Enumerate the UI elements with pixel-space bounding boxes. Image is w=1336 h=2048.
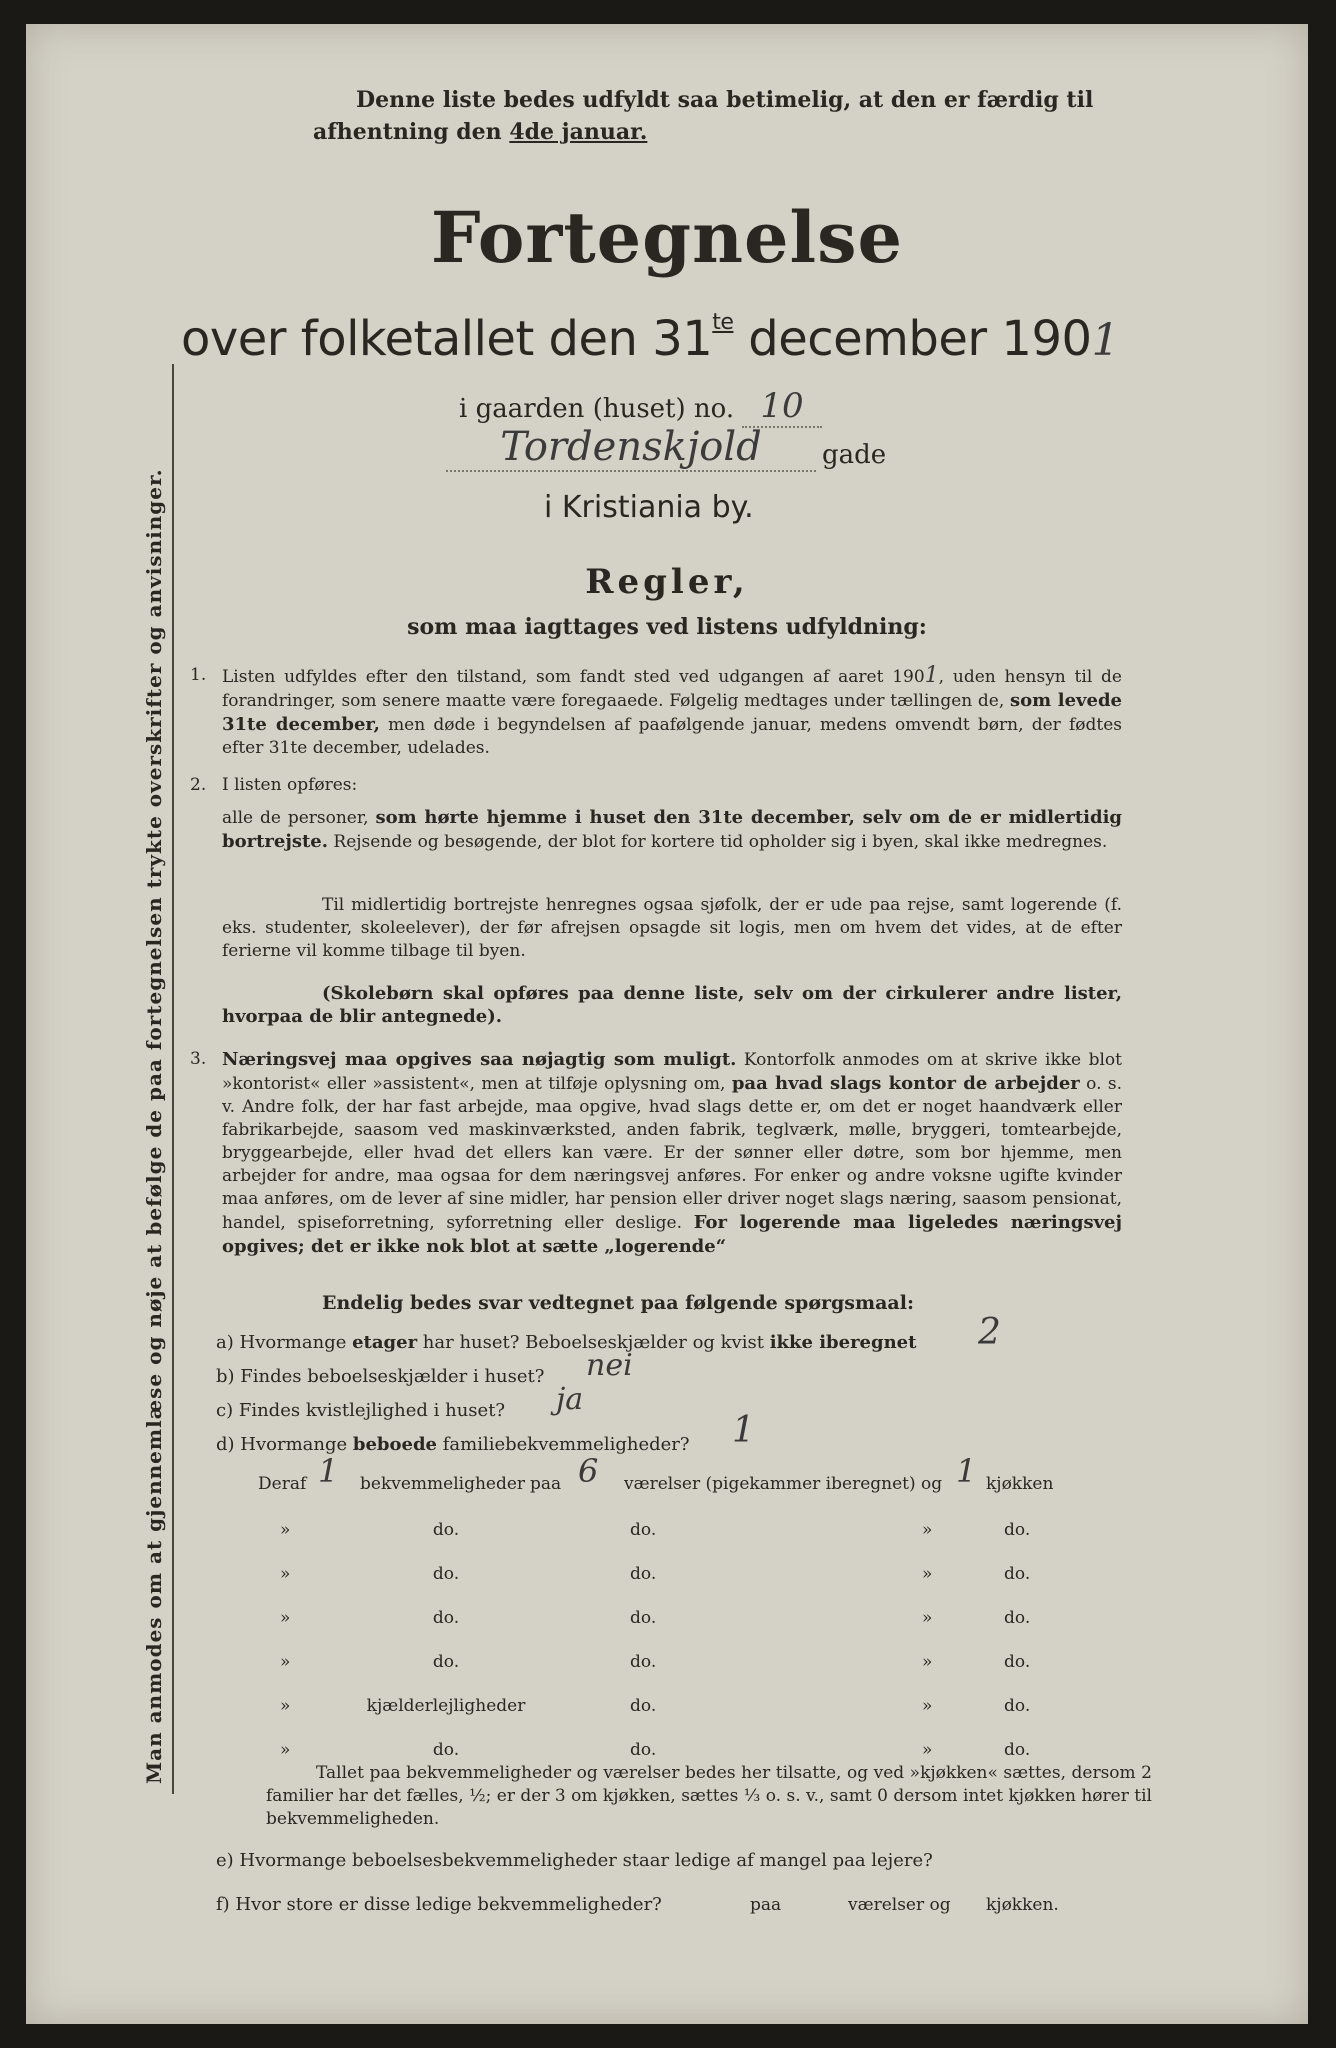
rule-1-part-b: , uden hensyn til de forandringer, som senere maatte være foregaaede. Følgelig medtages under tællingen de,: [222, 667, 1122, 711]
gade-label: gade: [822, 440, 887, 470]
ditto-cell-c: »: [922, 1608, 933, 1628]
house-number: 10: [742, 386, 821, 428]
rule-1-part-a: Listen udfyldes efter den tilstand, som fandt sted ved udgangen af aaret 190: [222, 667, 925, 687]
ditto-cell-a: do.: [432, 1608, 460, 1628]
subtitle-suffix: december 190: [748, 311, 1092, 367]
census-form: [26, 24, 1308, 2024]
ditto-cell-d: do.: [1004, 1608, 1031, 1628]
rule-3-bold-3: For logerende maa ligeledes næringsvej opgives; det er ikke nok blot at sætte „logerende“: [222, 1212, 1123, 1257]
rule-1-part-c: men døde i begyndelsen af paafølgende januar, medens omvendt børn, der fødtes efter 31te december, udelades.: [222, 715, 1122, 758]
deraf-bekv: bekvemmeligheder: [360, 1474, 526, 1494]
answer-d: 1: [732, 1410, 755, 1451]
subtitle-year-hand: 1: [1091, 315, 1120, 366]
rule-3-part-b: o. s. v. Andre folk, der har fast arbejde, maa opgive, hvad slags dette er, om det er noget haandværk eller fabrikarbejde, saasom ved maskinværksted, anden fabrik, teglværk, mølle, bryggeri, tomtearbejde, bryggearbejde, eller hvad det ellers kan være. Er der sønner eller døtre, som bor hjemme, men arbejder for andre, maa ogsaa for dem næringsvej anføres. For enker og andre voksne ugifte kvinder maa anføres, om de lever af sine midler, har pension eller driver noget slags næring, saasom pensionat, handel, spiseforretning, syforretning eller deslige.: [222, 1074, 1123, 1233]
question-c-label: c): [216, 1400, 234, 1421]
ditto-cell-d: do.: [1004, 1564, 1031, 1584]
rule-2-number: 2.: [190, 775, 207, 795]
deraf-label: Deraf: [258, 1474, 307, 1494]
ditto-cell-a: do.: [432, 1520, 460, 1540]
deraf-paa: paa: [530, 1474, 562, 1494]
rule-3-text: [222, 1048, 1122, 1259]
deraf-vaerelser: værelser (pigekammer iberegnet) og: [624, 1474, 943, 1494]
question-f-vaerelser: værelser og: [848, 1895, 951, 1915]
ditto-cell-a: kjælderlejligheder: [366, 1696, 526, 1716]
question-a-bold-1: etager: [352, 1332, 418, 1353]
question-e: [216, 1850, 933, 1871]
city-line: i Kristiania by.: [544, 490, 754, 525]
rule-3-number: 3.: [190, 1049, 207, 1069]
question-d-bold: beboede: [352, 1434, 438, 1455]
ditto-cell-b: do.: [630, 1696, 657, 1716]
rule-2-intro: I listen opføres:: [222, 775, 358, 795]
ditto-cell-d: do.: [1004, 1520, 1031, 1540]
question-b-text: Findes beboelseskjælder i huset?: [240, 1366, 545, 1387]
question-f-paa: paa: [750, 1895, 782, 1915]
rule-1-bold: som levede 31te december,: [222, 690, 1122, 735]
rule-2-bold: som hørte hjemme i huset den 31te december, selv om de er midlertidig bortrejste.: [222, 807, 1123, 852]
deraf-kjokken: kjøkken: [986, 1474, 1054, 1494]
question-d: [216, 1434, 690, 1455]
question-a-text-2: har huset? Beboelseskjælder og kvist: [422, 1332, 764, 1353]
rule-2-para-1: [222, 806, 1122, 854]
ditto-cell-c: »: [922, 1652, 933, 1672]
gaard-line: [459, 386, 822, 426]
question-f-text: Hvor store er disse ledige bekvemmeligheder?: [235, 1894, 662, 1915]
side-note: Man anmodes om at gjennemlæse og nøje at befølge de paa fortegnelsen trykte overskrifter og anvisninger.: [142, 468, 166, 1784]
rule-1-text: [222, 664, 1122, 760]
rules-subheading: som maa iagttages ved listens udfyldning:: [407, 614, 927, 640]
ditto-cell-b: do.: [630, 1652, 657, 1672]
notice-date: 4de januar.: [509, 119, 648, 145]
notice-prefix: afhentning den: [313, 119, 502, 145]
answer-b: nei: [586, 1348, 633, 1383]
ditto-cell-c: »: [922, 1564, 933, 1584]
question-b: [216, 1366, 544, 1387]
rule-3-bold-2: paa hvad slags kontor de arbejder: [731, 1073, 1080, 1094]
answer-c: ja: [556, 1382, 584, 1417]
rule-1-number: 1.: [190, 665, 207, 685]
rule-2-para-2: Til midlertidig bortrejste henregnes ogsaa sjøfolk, der er ude paa rejse, samt logerende (f. eks. studenter, skoleelever), der før afrejsen opsagde sit logis, men om hvem det vides, at de efter ferierne vil komme tilbage til byen.: [222, 895, 1122, 961]
rule-1-year-hand: 1: [924, 663, 939, 688]
gaard-label: i gaarden (huset) no.: [459, 394, 735, 424]
ditto-cell-a: do.: [432, 1564, 460, 1584]
question-f: [216, 1894, 662, 1915]
deraf-count: 1: [318, 1452, 339, 1490]
subtitle: [181, 310, 1119, 367]
rule-3-bold-1: Næringsvej maa opgives saa nøjagtig som muligt.: [222, 1049, 737, 1070]
question-f-kjokken: kjøkken.: [986, 1895, 1059, 1915]
subtitle-sup: te: [712, 310, 734, 335]
ditto-cell-q: »: [280, 1608, 291, 1628]
ditto-cell-a: do.: [432, 1740, 460, 1760]
question-b-label: b): [216, 1366, 235, 1387]
answer-a: 2: [978, 1312, 1001, 1353]
ditto-cell-d: do.: [1004, 1652, 1031, 1672]
question-a-label: a): [216, 1332, 234, 1353]
question-f-label: f): [216, 1894, 230, 1915]
question-c: [216, 1400, 505, 1421]
street-name-hand: Tordenskjold: [446, 424, 816, 472]
ditto-cell-q: »: [280, 1740, 291, 1760]
ditto-cell-b: do.: [630, 1740, 657, 1760]
rules-heading: Regler,: [585, 562, 749, 602]
tallet-note: Tallet paa bekvemmeligheder og værelser bedes her tilsatte, og ved »kjøkken« sættes, dersom 2 familier har det fælles, ½; er der 3 om kjøkken, sættes ⅓ o. s. v., samt 0 dersom intet kjøkken hører til bekvemmeligheden.: [266, 1763, 1152, 1829]
ditto-cell-q: »: [280, 1564, 291, 1584]
rule-3-part-a: Kontorfolk anmodes om at skrive ikke blot »kontorist« eller »assistent«, men at tilføje oplysning om,: [222, 1050, 1122, 1094]
ditto-cell-c: »: [922, 1740, 933, 1760]
ditto-cell-b: do.: [630, 1608, 657, 1628]
subtitle-prefix: over folketallet den 31: [181, 311, 713, 367]
question-a: [216, 1332, 916, 1353]
question-d-text-2: familiebekvemmeligheder?: [442, 1434, 690, 1455]
page-title: Fortegnelse: [430, 196, 904, 279]
question-a-bold-2: ikke iberegnet: [769, 1332, 917, 1353]
ditto-cell-q: »: [280, 1520, 291, 1540]
rule-2-part-a: alle de personer,: [222, 808, 369, 828]
ditto-cell-c: »: [922, 1520, 933, 1540]
ditto-cell-q: »: [280, 1696, 291, 1716]
ditto-cell-a: do.: [432, 1652, 460, 1672]
question-c-text: Findes kvistlejlighed i huset?: [238, 1400, 506, 1421]
question-d-text-1: Hvormange: [240, 1434, 348, 1455]
deraf-rooms: 6: [578, 1452, 599, 1490]
question-a-text-1: Hvormange: [239, 1332, 347, 1353]
question-e-text: Hvormange beboelsesbekvemmeligheder staar ledige af mangel paa lejere?: [239, 1850, 933, 1871]
question-d-label: d): [216, 1434, 235, 1455]
deraf-kitchen-count: 1: [956, 1452, 977, 1490]
ditto-cell-b: do.: [630, 1564, 657, 1584]
notice-line-2: [313, 116, 647, 148]
rule-2-para-3: (Skolebørn skal opføres paa denne liste, selv om der cirkulerer andre lister, hvorpaa de blir antegnede).: [222, 983, 1122, 1027]
ditto-cell-q: »: [280, 1652, 291, 1672]
ditto-cell-b: do.: [630, 1520, 657, 1540]
ditto-cell-d: do.: [1004, 1740, 1031, 1760]
question-e-label: e): [216, 1850, 234, 1871]
notice-line-1: Denne liste bedes udfyldt saa betimelig, at den er færdig til: [356, 87, 1094, 113]
questions-heading: Endelig bedes svar vedtegnet paa følgende spørgsmaal:: [322, 1292, 914, 1314]
rule-2-part-b: Rejsende og besøgende, der blot for kortere tid opholder sig i byen, skal ikke medregnes.: [333, 832, 1108, 852]
ditto-cell-d: do.: [1004, 1696, 1031, 1716]
ditto-cell-c: »: [922, 1696, 933, 1716]
